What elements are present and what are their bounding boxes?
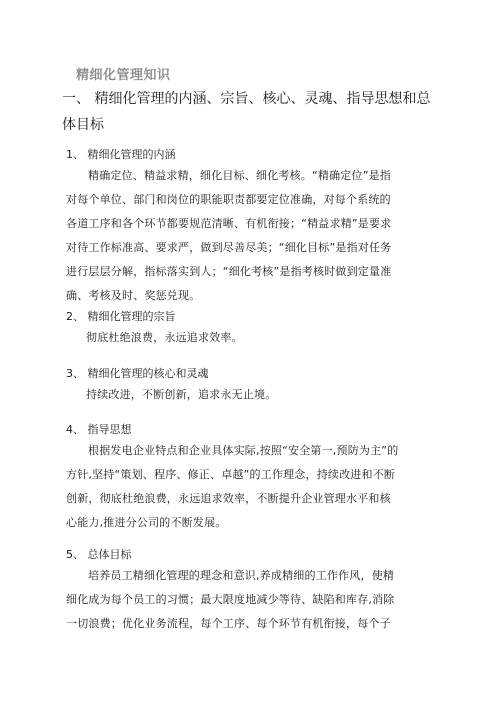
paragraph-line: 对待工作标准高、要求严，做到尽善尽美；“细化目标”是指对任务	[66, 241, 392, 254]
section-3-heading: 3、 精细化管理的核心和灵魂	[66, 367, 209, 380]
paragraph-line: 一切浪费；优化业务流程，每个工序、每个环节有机衔接，每个子	[66, 617, 391, 630]
paragraph-line: 细化成为每个员工的习惯；最大限度地减少等待、缺陷和库存,消除	[66, 593, 395, 606]
paragraph-line: 各道工序和各个环节都要规范清晰、有机衔接；“精益求精”是要求	[66, 217, 392, 230]
paragraph-line: 精确定位、精益求精，细化目标、细化考核。“精确定位”是指	[88, 169, 391, 182]
paragraph-line: 确、考核及时、奖惩兑现。	[66, 289, 201, 302]
section-2-heading: 2、 精细化管理的宗旨	[66, 310, 176, 323]
paragraph-line: 持续改进，不断创新，追求永无止境。	[86, 388, 277, 401]
section-1-paragraph-continued	[66, 188, 391, 308]
section-5-paragraph	[88, 564, 394, 588]
paragraph-line: 心能力,推进分公司的不断发展。	[66, 516, 227, 529]
paragraph-line: 彻底杜绝浪费，永远追求效率。	[86, 331, 243, 344]
paragraph-line: 创新，彻底杜绝浪费，永远追求效率，不断提升企业管理水平和核	[66, 492, 391, 505]
paragraph-line: 方针,坚持“策划、程序、修正、卓越”的工作理念，持续改进和不断	[66, 468, 396, 481]
paragraph-line: 培养员工精细化管理的理念和意识,养成精细的工作作风，使精	[88, 569, 395, 582]
section-4-heading: 4、 指导思想	[66, 423, 132, 436]
section-1-paragraph	[88, 164, 391, 188]
section-2-paragraph	[86, 326, 243, 350]
paragraph-line: 对每个单位、部门和岗位的职能职责都要定位准确，对每个系统的	[66, 193, 391, 206]
paragraph-line: 进行层层分解，指标落实到人；“细化考核”是指考核时做到定量准	[66, 265, 392, 278]
paragraph-line: 根据发电企业特点和企业具体实际,按照“安全第一,预防为主”的	[88, 444, 399, 457]
section-5-heading: 5、 总体目标	[66, 548, 132, 561]
main-heading-line-1: 一、 精细化管理的内涵、宗旨、核心、灵魂、指导思想和总	[62, 91, 431, 107]
main-heading-line-2: 体目标	[62, 117, 104, 133]
section-1-heading: 1、 精细化管理的内涵	[66, 148, 176, 161]
section-5-paragraph-continued	[66, 588, 395, 636]
document-title: 精细化管理知识	[76, 68, 171, 83]
section-3-paragraph	[86, 383, 276, 407]
section-4-paragraph	[88, 439, 398, 463]
main-heading	[62, 86, 434, 138]
section-4-paragraph-continued	[66, 463, 395, 535]
